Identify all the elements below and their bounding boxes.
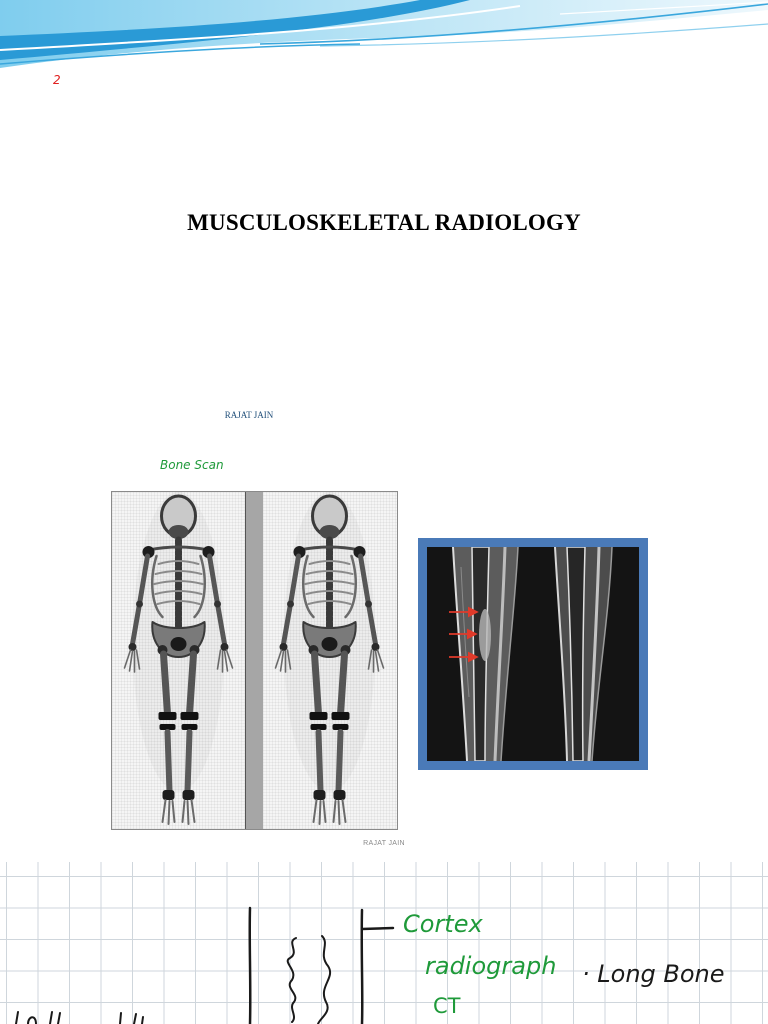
handwritten-page-mark: 2: [53, 73, 61, 87]
grid-notes-slide: [0, 862, 768, 1024]
slide-author: RAJAT JAIN: [224, 410, 274, 420]
slide-footer-author: RAJAT JAIN: [363, 840, 405, 847]
bone-scan-image: [111, 491, 398, 830]
header-wave-decoration: [0, 0, 768, 72]
note-long-bone: · Long Bone: [582, 960, 725, 988]
ink-wavy-line: [318, 936, 330, 1024]
bone-scan-divider: [246, 492, 263, 829]
bone-scan-slide: [0, 440, 768, 862]
skeleton-anterior: [112, 492, 246, 829]
mri-legs-scan: [427, 547, 639, 761]
skeleton-posterior: [263, 492, 397, 829]
ink-partial-writing: [16, 1012, 143, 1024]
ink-vertical-line-right: [362, 910, 363, 1024]
note-radiograph: radiograph: [425, 952, 557, 980]
title-slide: [0, 0, 768, 440]
ink-vertical-line-left: [250, 908, 251, 1024]
ink-tick-mark: [362, 928, 393, 929]
note-ct: CT: [433, 994, 461, 1018]
mri-image: [418, 538, 648, 770]
bone-scan-anterior-view: [112, 492, 246, 829]
slide-title: MUSCULOSKELETAL RADIOLOGY: [187, 210, 581, 235]
bone-scan-posterior-view: [263, 492, 397, 829]
note-cortex: Cortex: [403, 910, 483, 938]
handwritten-ink-strokes: [0, 862, 768, 1024]
ink-brace-squiggle: [288, 938, 296, 1022]
handwritten-annotation: Bone Scan: [160, 458, 224, 472]
